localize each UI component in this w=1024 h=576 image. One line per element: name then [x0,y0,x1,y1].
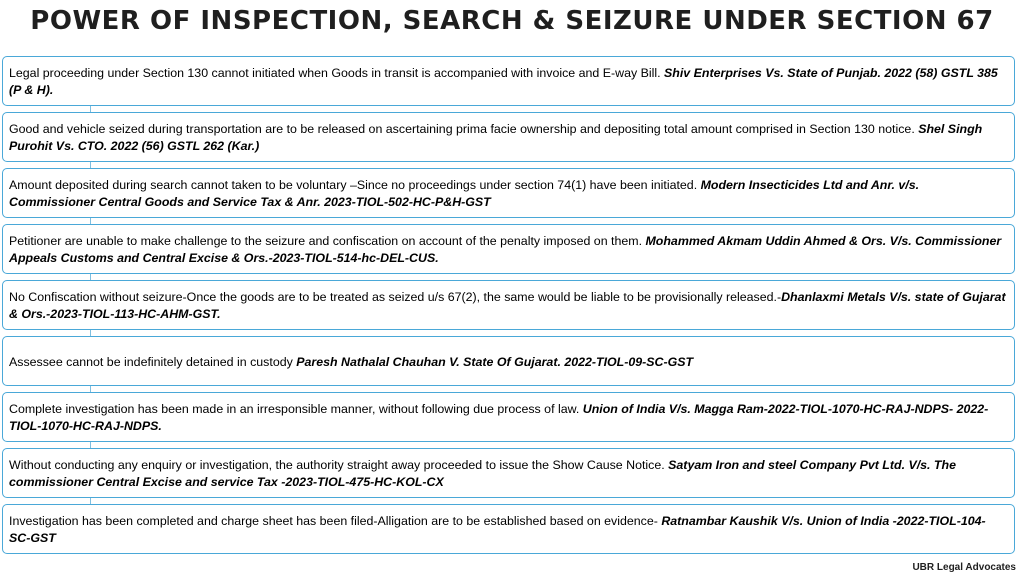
case-citation: Union of India V/s. Magga Ram-2022-TIOL-1070-HC-RAJ-NDPS- 2022-TIOL-1070-HC-RAJ-NDPS. [9,402,989,433]
case-text-block [9,121,1006,155]
case-citation: Mohammed Akmam Uddin Ahmed & Ors. V/s. Commissioner Appeals Customs and Central Excise & Ors.-2023-TIOL-514-hc-DEL-CUS. [9,234,1002,265]
case-text-block [9,513,1006,547]
case-citation: Satyam Iron and steel Company Pvt Ltd. V/s. The commissioner Central Excise and service Tax -2023-TIOL-475-HC-KOL-CX [9,458,956,489]
case-card-2 [2,112,1015,162]
case-text-block [9,401,1006,435]
case-card-8 [2,448,1015,498]
case-citation: Shel Singh Purohit Vs. CTO. 2022 (56) GSTL 262 (Kar.) [9,122,983,153]
case-description: Petitioner are unable to make challenge to the seizure and confiscation on account of the penalty imposed on them. [9,234,646,248]
case-citation: Ratnambar Kaushik V/s. Union of India -2022-TIOL-104-SC-GST [9,514,986,545]
case-card-3 [2,168,1015,218]
case-card-9 [2,504,1015,554]
case-description: Good and vehicle seized during transportation are to be released on ascertaining prima facie ownership and depositing total amount comprised in Section 130 notice. [9,122,919,136]
case-citation: Modern Insecticides Ltd and Anr. v/s. Commissioner Central Goods and Service Tax & Anr. 2023-TIOL-502-HC-P&H-GST [9,178,920,209]
case-description: Without conducting any enquiry or investigation, the authority straight away proceeded to issue the Show Cause Notice. [9,458,669,472]
case-description: Complete investigation has been made in an irresponsible manner, without following due process of law. [9,402,583,416]
case-citation: Dhanlaxmi Metals V/s. state of Gujarat & Ors.-2023-TIOL-113-HC-AHM-GST. [9,290,1006,321]
case-citation: Shiv Enterprises Vs. State of Punjab. 2022 (58) GSTL 385 (P & H). [9,66,998,97]
case-description: Investigation has been completed and charge sheet has been filed-Alligation are to be established based on evidence- [9,514,662,528]
case-text-block [9,233,1006,267]
case-text-block [9,354,693,371]
case-citation: Paresh Nathalal Chauhan V. State Of Gujarat. 2022-TIOL-09-SC-GST [296,354,694,369]
case-description: No Confiscation without seizure-Once the goods are to be treated as seized u/s 67(2), the same would be liable to be provisionally released.- [9,290,782,304]
case-text-block [9,457,1006,491]
page-title: POWER OF INSPECTION, SEARCH & SEIZURE UNDER SECTION 67 [30,6,994,36]
case-card-4 [2,224,1015,274]
case-card-6 [2,336,1015,386]
case-description: Legal proceeding under Section 130 cannot initiated when Goods in transit is accompanied with invoice and E-way Bill. [9,66,665,80]
case-text-block [9,289,1006,323]
footer-brand: UBR Legal Advocates [912,562,1016,573]
case-card-1 [2,56,1015,106]
case-list [2,56,1015,560]
case-text-block [9,177,1006,211]
case-text-block [9,65,1006,99]
case-card-5 [2,280,1015,330]
case-description: Amount deposited during search cannot taken to be voluntary –Since no proceedings under section 74(1) have been initiated. [9,178,701,192]
case-description: Assessee cannot be indefinitely detained in custody [9,354,297,369]
case-card-7 [2,392,1015,442]
